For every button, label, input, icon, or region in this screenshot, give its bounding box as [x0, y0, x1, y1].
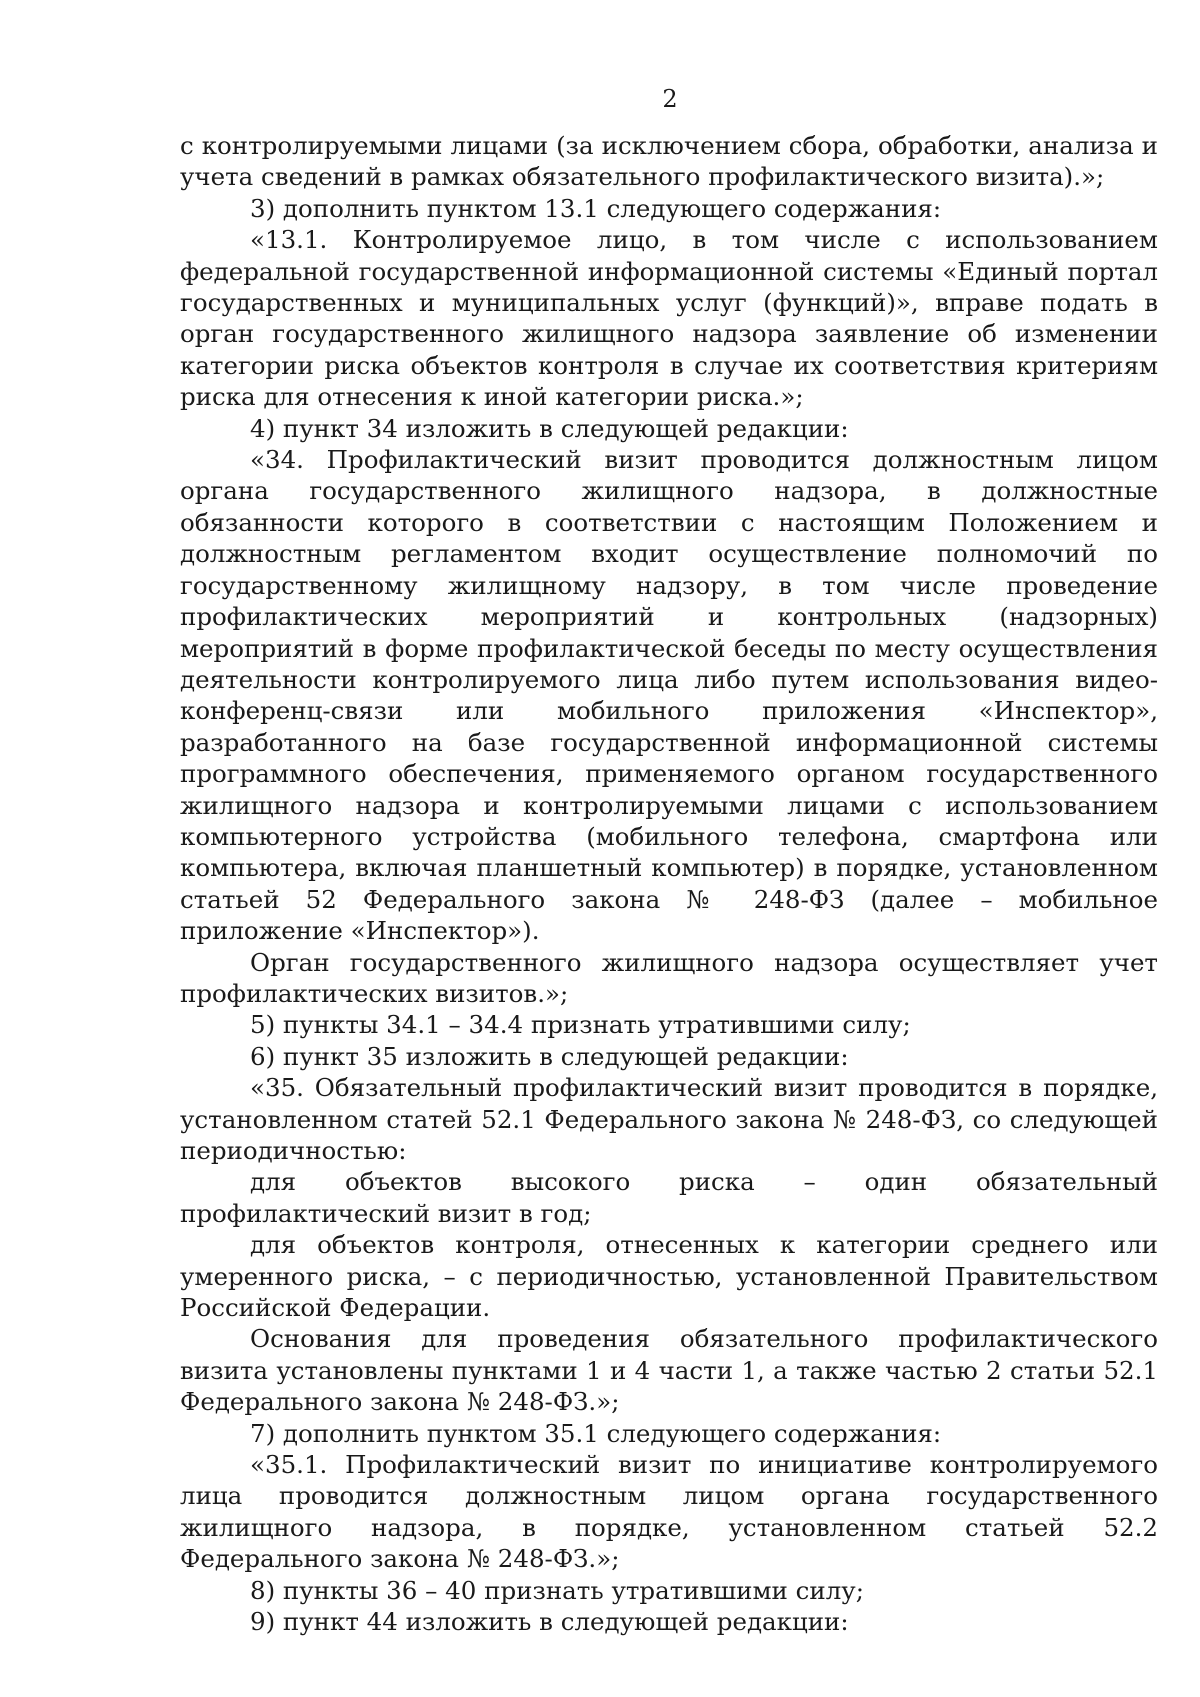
paragraph-item-8: 8) пункты 36 – 40 признать утратившими силу; [250, 1575, 864, 1605]
paragraph-clause-35-1: «35.1. Профилактический визит по инициативе контролируемого лица проводится должностным лицом органа государственного жилищного надзора, в порядке, установленном статьей 52.2 Федерального закона № 248-ФЗ.»; [180, 1450, 1158, 1574]
paragraph-clause-34-accounting: Орган государственного жилищного надзора осуществляет учет профилактических визитов.»; [180, 947, 1158, 1008]
document-body [180, 130, 1158, 1638]
paragraph-item-5: 5) пункты 34.1 – 34.4 признать утратившими силу; [250, 1010, 911, 1040]
paragraph-medium-risk: для объектов контроля, отнесенных к категории среднего или умеренного риска, – с периодичностью, установленной Правительством Российской Федерации. [180, 1230, 1158, 1323]
paragraph-item-9: 9) пункт 44 изложить в следующей редакции: [250, 1607, 849, 1637]
paragraph-grounds: Основания для проведения обязательного профилактического визита установлены пунктами 1 и 4 части 1, а также частью 2 статьи 52.1 Федерального закона № 248-ФЗ.»; [180, 1324, 1158, 1417]
paragraph-clause-13-1: «13.1. Контролируемое лицо, в том числе с использованием федеральной государственной информационной системы «Единый портал государственных и муниципальных услуг (функций)», вправе подать в орган государственного жилищного надзора заявление об изменении категории риска объектов контроля в случае их соответствия критериям риска для отнесения к иной категории риска.»; [180, 225, 1158, 412]
paragraph-clause-35: «35. Обязательный профилактический визит проводится в порядке, установленном статей 52.1 Федерального закона № 248-ФЗ, со следующей периодичностью: [180, 1073, 1158, 1165]
paragraph-item-7: 7) дополнить пунктом 35.1 следующего содержания: [250, 1418, 942, 1448]
paragraph-item-6: 6) пункт 35 изложить в следующей редакции: [250, 1041, 849, 1071]
paragraph-item-3: 3) дополнить пунктом 13.1 следующего содержания: [250, 193, 942, 223]
paragraph-high-risk: для объектов высокого риска – один обязательный профилактический визит в год; [180, 1167, 1158, 1228]
page-number: 2 [662, 85, 678, 113]
paragraph-continuation: с контролируемыми лицами (за исключением сбора, обработки, анализа и учета сведений в рамках обязательного профилактического визита).»; [180, 131, 1158, 192]
paragraph-item-4: 4) пункт 34 изложить в следующей редакции: [250, 413, 849, 443]
paragraph-clause-34: «34. Профилактический визит проводится должностным лицом органа государственного жилищного надзора, в должностные обязанности которого в соответствии с настоящим Положением и должностным регламентом входит осуществление полномочий по государственному жилищному надзору, в том числе проведение профилактических мероприятий и контрольных (надзорных) мероприятий в форме профилактической беседы по месту осуществления деятельности контролируемого лица либо путем использования видео-конференц-связи или мобильного приложения «Инспектор», разработанного на базе государственной информационной системы программного обеспечения, применяемого органом государственного жилищного надзора и контролируемыми лицами с использованием компьютерного устройства (мобильного телефона, смартфона или компьютера, включая планшетный компьютер) в порядке, установленном статьей 52 Федерального закона № 248-ФЗ (далее – мобильное приложение «Инспектор»). [180, 445, 1158, 946]
